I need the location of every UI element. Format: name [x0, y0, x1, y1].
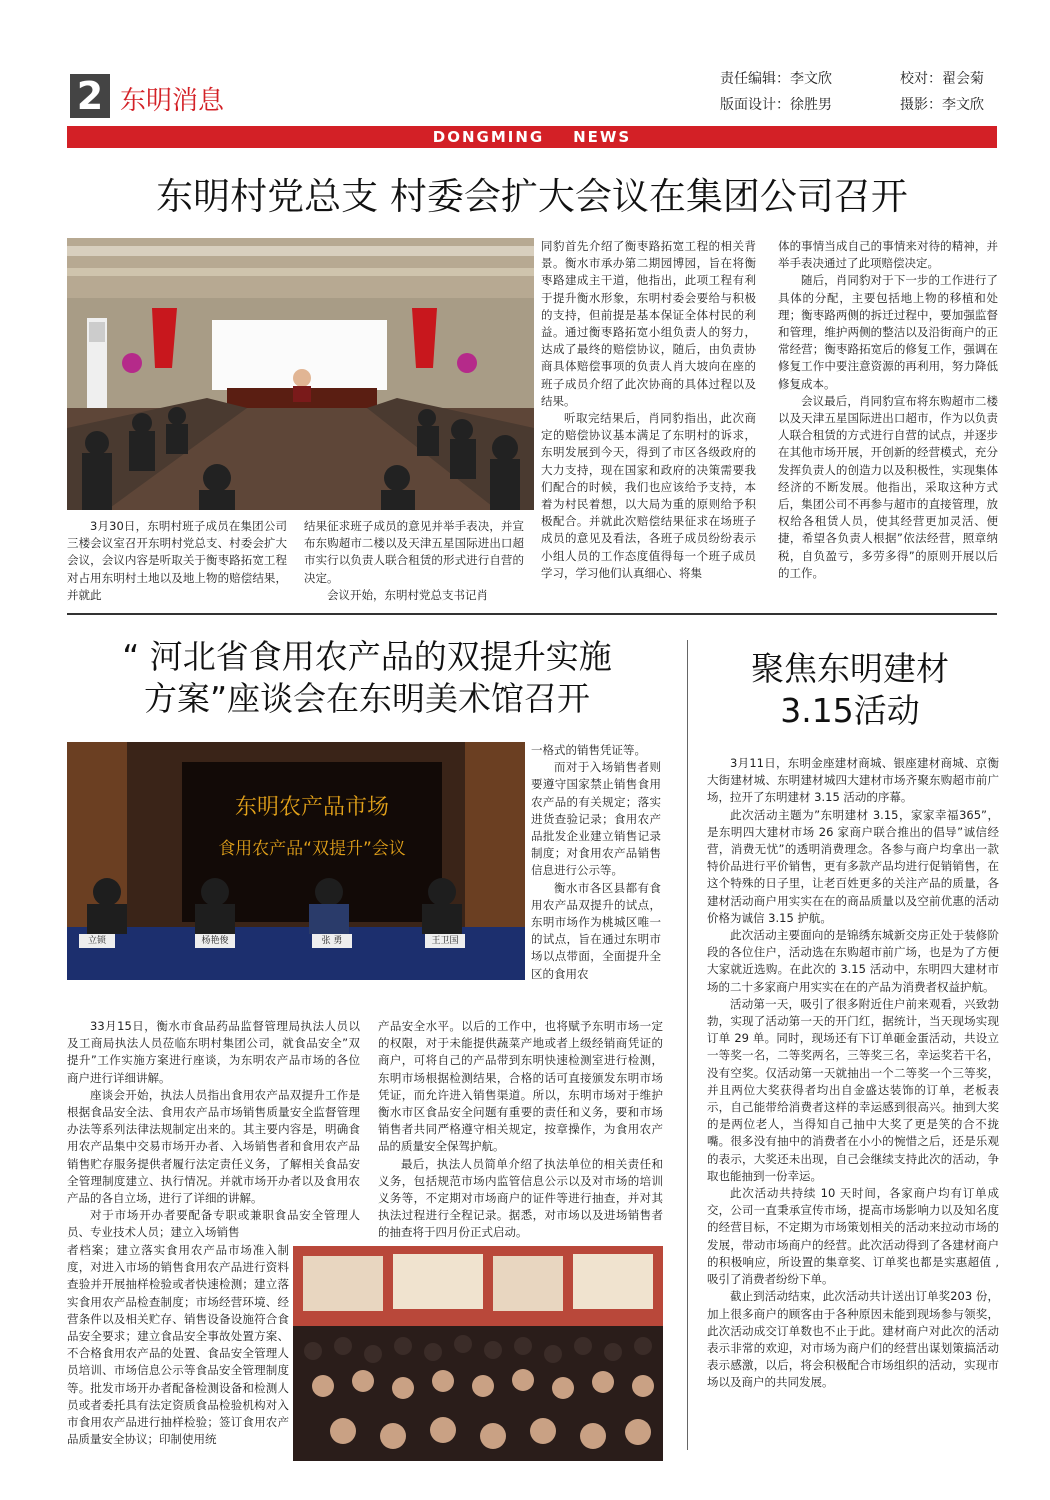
- article3-headline: [700, 648, 1000, 732]
- section-divider: [67, 613, 997, 615]
- article2-col2-p1: 产品安全水平。以后的工作中，也将赋予东明市场一定的权限，对于未能提供蔬菜产地或者上级经销商凭证的商户，可将自己的产品带到东明快速检测室进行检测，东明市场根据检测结果，合格的话可直接颁发东明市场凭证，而允许进入销售渠道。所以，东明市场对于维护衡水市区食品安全问题有重要的责任和义务，要和市场销售者共同严格遵守相关规定，按章操作，为食用农产品的质量安全保驾护航。: [378, 1019, 663, 1154]
- article2-headline: [67, 636, 667, 720]
- article1-col1: [67, 518, 287, 604]
- nameplate-1: 立锁: [79, 934, 115, 948]
- article1-col3-p1: 同豹首先介绍了衡枣路拓宽工程的相关背景。衡水市承办第二期园博园，旨在将衡枣路建成主干道，他指出，此项工程有利于提升衡水形象，东明村委会要给与积极的支持，但前提是基本保证全体村民的利益。通过衡枣路拓宽小组负责人的努力，达成了最终的赔偿协议，随后，由负责协商具体赔偿事项的负责人肖大坡向在座的班子成员介绍了此次协商的具体过程以及结果。: [541, 239, 756, 408]
- meeting-photo-illustration: [67, 238, 534, 510]
- article2-col1-top: [67, 1018, 360, 1242]
- credits-right: [900, 66, 984, 118]
- article2-right-p1: 一格式的销售凭证等。: [531, 743, 646, 757]
- article1-col4-p2: 随后，肖同豹对于下一步的工作进行了具体的分配，主要包括地上物的移植和处理；衡枣路两侧的拆迁过程中，要加强监督和管理，维护两侧的整洁以及沿街商户的正常经营；衡枣路拓宽后的修复工作，强调在修复工作中要注意资源的再利用，努力降低修复成本。: [778, 273, 998, 391]
- article2-col1-p2: 座谈会开始，执法人员指出食用农产品双提升工作是根据食品安全法、食用农产品市场销售质量安全监督管理办法等系列法律法规制定出来的。其主要内容是，明确食用农产品集中交易市场开办者、入场销售者和食用农产品销售贮存服务提供者履行法定责任义务，了解相关食品安全管理制度建立、执行情况。并就市场开办者以及食用农产品的各自立场，进行了详细的讲解。: [67, 1087, 360, 1206]
- section-title: 东明消息: [120, 86, 225, 116]
- article2-col2-p2: 最后，执法人员简单介绍了执法单位的相关责任和义务，包括规范市场内监管信息公示以及对市场的培训义务等，不定期对市场商户的证件等进行抽查，并对其执法过程进行全程记录。据悉，对市场以及进场销售者的抽查将于四月份正式启动。: [378, 1156, 663, 1240]
- article2-col2: [378, 1018, 663, 1242]
- article3-p3: 此次活动主要面向的是锦绣东城新交房正处于装修阶段的各位住户，活动选在东购超市前广场，也是为了方便大家就近选购。在此次的 3.15 活动中，东明四大建材市场的二十多家商户用实实在在的产品为消费者权益护航。: [707, 928, 999, 994]
- column-divider: [687, 640, 688, 1450]
- article1-col1-text: 3月30日，东明村班子成员在集团公司三楼会议室召开东明村党总支、村委会扩大会议，会议内容是听取关于衡枣路拓宽工程对占用东明村土地以及地上物的赔偿结果，并就此: [67, 519, 287, 602]
- nameplate-4: 王卫国: [425, 934, 465, 948]
- article3-p4: 活动第一天，吸引了很多附近住户前来观看，兴致勃勃，实现了活动第一天的开门红，据统计，当天现场实现订单 29 单。同时，现场还有下订单砸金蛋活动，共设立一等奖一名，二等奖两名，三等奖三名，幸运奖若干名，没有空奖。仅活动第一天就抽出一个二等奖一个三等奖，并且两位大奖获得者均出自金盛达装饰的订单，老板表示，自己能带给消费者这样的幸运感到很高兴。抽到大奖的是两位老人，当得知自己抽中大奖了更是笑的合不拢嘴。很多没有抽中的消费者在小小的惋惜之后，还是乐观的表示，大奖还未出现，自己会继续支持此次的活动，争取也能抽到一份幸运。: [707, 996, 999, 1183]
- article2-right-p2: 而对于入场销售者则要遵守国家禁止销售食用农产品的有关规定；落实进货查验记录；食用农产品批发企业建立销售记录制度；对食用农产品销售信息进行公示等。: [531, 760, 661, 878]
- photo-screen-line1: 东明农产品市场: [234, 795, 389, 820]
- article2-right-col: [531, 742, 661, 983]
- nameplate-3: 张 勇: [312, 934, 352, 948]
- article1-col3: [541, 238, 756, 582]
- article1-col2-p1: 结果征求班子成员的意见并举手表决，并宣布东购超市二楼以及天津五星国际进出口超市实行以负责人联合租赁的形式进行自营的决定。: [304, 519, 524, 585]
- page-header: [0, 0, 1050, 130]
- credit-photographer: 摄影：李文欣: [900, 97, 984, 113]
- page-number: 2: [70, 74, 110, 118]
- article3-p5: 此次活动共持续 10 天时间，各家商户均有订单成交，公司一直秉承宣传市场，提高市场影响力以及知名度的经营目标，不定期为市场策划相关的活动来拉动市场的发展，带动市场商户的经营。此次活动得到了各建材商户的积极响应，所设置的集章奖、订单奖也都是实惠超值 ,吸引了消费者纷纷下单。: [707, 1186, 999, 1287]
- article1-headline: 东明村党总支 村委会扩大会议在集团公司召开: [156, 175, 908, 218]
- article1-col2: [304, 518, 524, 604]
- article3-p1: 3月11日，东明金座建材商城、银座建材商城、京衡大街建材城、东明建材城四大建材市场齐聚东购超市前广场，拉开了东明建材 3.15 活动的序幕。: [707, 756, 999, 805]
- banner-text: DONGMING NEWS: [432, 128, 632, 146]
- article2-right-p3: 衡水市各区县都有食用农产品双提升的试点，东明市场作为桃城区唯一的试点，旨在通过东明市场以点带面，全面提升全区的食用农: [531, 880, 661, 981]
- article3-headline-line2: 3.15活动: [780, 691, 920, 730]
- photo-screen-line2: 食用农产品“双提升”会议: [218, 839, 406, 859]
- credits-left: [720, 66, 832, 118]
- credit-editor: 责任编辑：李文欣: [720, 71, 832, 87]
- forum-photo: [67, 742, 525, 980]
- article1-col4-p1: 体的事情当成自己的事情来对待的精神，并举手表决通过了此项赔偿决定。: [778, 239, 998, 271]
- audience-photo: [293, 1246, 663, 1461]
- article1-col3-p2: 听取完结果后，肖同豹指出，此次商定的赔偿协议基本满足了东明村的诉求，东明发展到今天，得到了市区各级政府的大力支持，现在国家和政府的决策需要我们配合的时候，我们也应该给予支持，本着为村民着想，以大局为重的原则给予积极配合。并就此次赔偿结果征求在场班子成员的意见及看法，各班子成员纷纷表示小组人员的工作态度值得每一个班子成员学习，学习他们认真细心、将集: [541, 411, 756, 580]
- article3-p2: 此次活动主题为”东明建材 3.15，家家幸福365”，是东明四大建材市场 26 家商户联合推出的倡导”诚信经营，消费无忧”的透明消费理念。各参与商户均拿出一款特价品进行平价销售，更有多款产品均进行促销销售，在这个特殊的日子里，让老百姓更多的关注产品的质量，各建材活动商户用实实在在的商品质量以及空前优惠的活动价格为诚信 3.15 护航。: [707, 807, 999, 925]
- credit-proofreader: 校对：翟会菊: [900, 71, 984, 87]
- article1-col2-p2: 会议开始，东明村党总支书记肖: [327, 587, 488, 602]
- nameplate-2: 杨艳俊: [195, 934, 235, 948]
- article1-col4-p3: 会议最后，肖同豹宣布将东购超市二楼以及天津五星国际进出口超市，作为以负责人联合租赁的方式进行自营的试点，并逐步在其他市场开展，开创新的经营模式，充分发挥负责人的创造力以及积极性，实现集体经济的不断发展。他指出，采取这种方式后，集团公司不再参与超市的直接管理，放权给各租赁人员，使其经营更加灵活、便捷，希望各负责人根据”依法经营，照章纳税，自负盈亏，多劳多得”的原则开展以后的工作。: [778, 393, 998, 580]
- news-banner: [67, 126, 997, 148]
- article2-col1-bottom: [67, 1242, 289, 1448]
- article3-body: [707, 755, 999, 1392]
- meeting-photo: [67, 238, 534, 510]
- article3-p6: 截止到活动结束，此次活动共计送出订单奖203 份，加上很多商户的顾客由于各种原因未能到现场参与领奖，此次活动成交订单数也不止于此。建材商户对此次的活动表示非常的欢迎，对市场为商户们的经营出谋划策搞活动表示感激，以后，将会积极配合市场组织的活动，实现市场以及商户的共同发展。: [707, 1289, 999, 1390]
- article2-col1-p3b: 者档案；建立落实食用农产品市场准入制度，对进入市场的销售食用农产品进行资料查验并开展抽样检验或者快速检测；建立落实食用农产品检查制度；市场经营环境、经营条件以及相关贮存、销售设备设施符合食品安全要求；建立食品安全事故处置方案、不合格食用农产品的处置、食品安全管理人员培训、市场信息公示等食品安全管理制度等。批发市场开办者配备检测设备和检测人员或者委托具有法定资质食品检验机构对入市食用农产品进行抽样检验；签订食用农产品质量安全协议；印制使用统: [67, 1243, 289, 1447]
- article2-headline-line1: “ 河北省食用农产品的双提升实施: [122, 637, 612, 676]
- article3-headline-line1: 聚焦东明建材: [751, 649, 949, 688]
- audience-photo-illustration: [293, 1246, 663, 1461]
- credit-designer: 版面设计：徐胜男: [720, 97, 832, 113]
- article2-headline-line2: 方案”座谈会在东明美术馆召开: [143, 679, 591, 718]
- article1-col4: [778, 238, 998, 582]
- article2-col1-p1: 33月15日，衡水市食品药品监督管理局执法人员以及工商局执法人员莅临东明村集团公司，就食品安全”双提升”工作实施方案进行座谈，为东明农产品市场的各位商户进行详细讲解。: [67, 1019, 360, 1085]
- article2-col1-p3a: 对于市场开办者要配备专职或兼职食品安全管理人员、专业技术人员；建立入场销售: [67, 1208, 360, 1240]
